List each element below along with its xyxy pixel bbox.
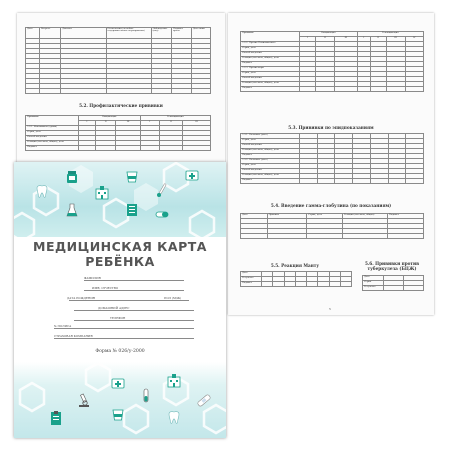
cover-subtitle: РЕБЁНКА xyxy=(85,254,155,269)
table-cell[interactable] xyxy=(40,89,61,94)
cover-title: МЕДИЦИНСКАЯ КАРТА xyxy=(33,239,207,254)
field-label: ИМЯ, ОТЧЕСТВО xyxy=(92,286,119,290)
row-label: 5.2.2. Против Полиомиелита xyxy=(241,42,300,47)
row-label: Способ введения xyxy=(241,169,300,174)
cover-top-band xyxy=(14,162,226,237)
table-subheader: I xyxy=(79,121,96,126)
row-label: Подпись xyxy=(26,146,79,151)
row-label: Способ введения xyxy=(26,136,79,141)
cup-icon xyxy=(124,168,140,184)
table-header: Вакцинация xyxy=(300,32,358,37)
table-header: Подпись врача xyxy=(172,28,192,39)
section-caption: 5.2. Профилактические прививки xyxy=(79,103,163,108)
form-number: Форма № 026/у-2000 xyxy=(95,349,145,354)
table-cell[interactable] xyxy=(300,179,318,184)
table-cell[interactable] xyxy=(262,282,273,287)
table-cell[interactable] xyxy=(353,179,371,184)
table-cell[interactable] xyxy=(318,282,329,287)
field-line xyxy=(84,280,184,281)
table-row xyxy=(241,234,424,239)
field-label: СТРАХОВАЯ КОМПАНИЯ xyxy=(54,334,93,338)
medicine-bottle-icon xyxy=(64,168,80,184)
table-header: Дата xyxy=(26,28,40,39)
table-header: Назначения (лечебно-оздоровительные мероприятия) xyxy=(106,28,151,39)
table-subheader: III xyxy=(116,121,140,126)
pill-icon xyxy=(154,206,170,222)
table-cell[interactable] xyxy=(406,179,424,184)
field-label: ДАТА РОЖДЕНИЯ xyxy=(67,296,96,300)
row-label: Подпись xyxy=(241,154,300,159)
row-label: Реакция (местная, общая), дата xyxy=(241,82,300,87)
table-cell[interactable] xyxy=(95,146,116,151)
first-aid-kit-icon xyxy=(110,374,126,390)
field-label: ДОМАШНИЙ АДРЕС xyxy=(98,306,130,310)
table-cell[interactable] xyxy=(295,282,306,287)
table-subheader: IV xyxy=(405,37,423,42)
table-header: Реакция (местная, общая) xyxy=(343,214,388,219)
table-cell[interactable] xyxy=(172,89,192,94)
table-subheader: II xyxy=(159,121,182,126)
table-cell[interactable] xyxy=(387,234,423,239)
row-label: Подпись xyxy=(241,87,300,92)
table-subheader: III xyxy=(386,37,405,42)
polio-measles-table xyxy=(240,31,424,92)
row-label: Серия, доза xyxy=(241,139,300,144)
table-cell[interactable] xyxy=(384,286,404,291)
table-row xyxy=(26,146,211,151)
flask-icon xyxy=(64,202,80,218)
vaccination-table xyxy=(25,115,211,151)
clipboard-icon xyxy=(48,410,64,426)
table-cell[interactable] xyxy=(284,282,295,287)
table-subheader: II xyxy=(315,37,334,42)
row-label: 5.3.1. Название (дата) xyxy=(241,134,300,139)
cover-page xyxy=(14,162,226,438)
table-row xyxy=(241,179,424,184)
table-header: Подпись xyxy=(387,214,423,219)
row-label: Результат xyxy=(363,286,384,291)
thermometer-icon xyxy=(154,182,170,198)
hospital-icon xyxy=(94,184,110,200)
bcg-caption: 5.6. Прививки против туберкулеза (БЦЖ) xyxy=(364,261,420,271)
row-label: Серия, доза xyxy=(241,164,300,169)
row-label: Дата xyxy=(241,272,262,277)
table-cell[interactable] xyxy=(343,234,388,239)
table-subheader: II xyxy=(370,37,386,42)
table-subheader: III xyxy=(183,121,211,126)
table-cell[interactable] xyxy=(329,282,340,287)
table-subheader: III xyxy=(334,37,357,42)
table-cell[interactable] xyxy=(335,179,353,184)
cover-bottom-band xyxy=(14,362,226,438)
row-label: Способ введения xyxy=(241,52,300,57)
row-label: Серия, доза xyxy=(26,131,79,136)
table-header: Прививки xyxy=(241,32,300,42)
tooth-icon xyxy=(166,410,182,426)
table-header: Прививки xyxy=(26,116,79,126)
left-inner-page xyxy=(17,13,225,163)
table-cell[interactable] xyxy=(340,282,351,287)
table-subheader: I xyxy=(300,37,316,42)
first-aid-kit-icon xyxy=(184,166,200,182)
row-label: Реакция (местная, общая), дата xyxy=(241,174,300,179)
table-cell[interactable] xyxy=(334,87,357,92)
table-header: Серия, доза xyxy=(307,214,343,219)
table-row xyxy=(26,89,211,94)
field-line xyxy=(74,310,194,311)
table-cell[interactable] xyxy=(386,87,405,92)
table-cell[interactable] xyxy=(61,89,106,94)
table-subheader: II xyxy=(95,121,116,126)
row-label: Реакция (местная, общая), дата xyxy=(241,149,300,154)
row-label: Подпись xyxy=(241,179,300,184)
table-row xyxy=(363,286,424,291)
table-cell[interactable] xyxy=(140,146,159,151)
field-line xyxy=(84,290,184,291)
row-label: Способ введения xyxy=(241,77,300,82)
table-cell[interactable] xyxy=(307,234,343,239)
table-header: Ревакцинация xyxy=(357,32,423,37)
table-header: Ревакцинация xyxy=(140,116,210,121)
row-label: 5.2.3. Против кори xyxy=(241,67,300,72)
section-caption: 5.3. Прививки по эпидпоказаниям xyxy=(288,125,374,130)
table-header: Причина xyxy=(267,214,307,219)
table-cell[interactable] xyxy=(404,286,424,291)
table-row xyxy=(241,282,352,287)
table-row xyxy=(241,87,424,92)
row-label: Серия xyxy=(363,281,384,286)
table-subheader: I xyxy=(357,37,370,42)
table-cell[interactable] xyxy=(191,89,210,94)
table-cell[interactable] xyxy=(317,179,335,184)
table-cell[interactable] xyxy=(241,234,268,239)
table-header: Дата xyxy=(241,214,268,219)
field-label: ПОЛ (М/Ж) xyxy=(164,296,182,300)
table-cell[interactable] xyxy=(388,179,406,184)
cup-icon xyxy=(110,406,126,422)
test-tube-icon xyxy=(138,388,154,404)
table-cell[interactable] xyxy=(267,234,307,239)
field-line xyxy=(74,320,194,321)
table-header: Диагноз xyxy=(61,28,106,39)
row-label: 5.2.1. Коклюшная (сроки) xyxy=(26,126,79,131)
gamma-globulin-table xyxy=(240,213,424,239)
visits-table xyxy=(25,27,211,94)
table-cell[interactable] xyxy=(151,89,171,94)
field-label: № ПОЛИСА xyxy=(54,324,72,328)
table-cell[interactable] xyxy=(116,146,140,151)
hospital-icon xyxy=(166,372,182,388)
row-label: Подпись xyxy=(241,62,300,67)
row-label: Реакция (местная, общая), дата xyxy=(241,57,300,62)
table-cell[interactable] xyxy=(79,146,96,151)
field-line xyxy=(69,300,189,301)
table-cell[interactable] xyxy=(370,179,388,184)
section-caption: 5.4. Введение гамма-глобулина (по показаниям) xyxy=(270,203,392,208)
table-header: Наблюдение (код) xyxy=(151,28,171,39)
row-label: 5.3.2. Название (дата) xyxy=(241,159,300,164)
table-cell[interactable] xyxy=(315,87,334,92)
row-label: Дата xyxy=(363,276,384,281)
field-line xyxy=(54,338,194,339)
table-cell[interactable] xyxy=(370,87,386,92)
right-inner-page xyxy=(228,13,434,315)
row-label: Реакция (местная, общая), дата xyxy=(26,141,79,146)
epid-vaccination-table xyxy=(240,133,424,184)
table-cell[interactable] xyxy=(106,89,151,94)
row-label: Способ введения xyxy=(241,144,300,149)
row-label: Серия, доза xyxy=(241,47,300,52)
table-cell[interactable] xyxy=(307,282,318,287)
field-label: ТЕЛЕФОН xyxy=(110,316,126,320)
mantoux-caption: 5.5. Реакция Манту xyxy=(270,263,320,268)
microscope-icon xyxy=(76,392,92,408)
bandage-icon xyxy=(196,392,212,408)
row-label: Серия, доза xyxy=(241,72,300,77)
tooth-icon xyxy=(34,184,50,200)
field-label: ФАМИЛИЯ xyxy=(84,276,101,280)
mantoux-table xyxy=(240,271,352,287)
table-cell[interactable] xyxy=(159,146,182,151)
table-cell[interactable] xyxy=(273,282,284,287)
page-number: 5 xyxy=(329,307,331,311)
table-subheader: I xyxy=(140,121,159,126)
table-cell[interactable] xyxy=(300,87,316,92)
table-header: Вакцинация xyxy=(79,116,141,121)
table-cell[interactable] xyxy=(26,89,40,94)
table-cell[interactable] xyxy=(357,87,370,92)
table-header: Дата явки xyxy=(191,28,210,39)
bcg-table xyxy=(362,275,424,291)
row-label: Подпись xyxy=(241,282,262,287)
notebook-icon xyxy=(124,202,140,218)
row-label: Результат xyxy=(241,277,262,282)
table-cell[interactable] xyxy=(405,87,423,92)
table-header: Возраст xyxy=(40,28,61,39)
field-line xyxy=(54,328,194,329)
table-cell[interactable] xyxy=(183,146,211,151)
table-header-row xyxy=(26,28,211,39)
